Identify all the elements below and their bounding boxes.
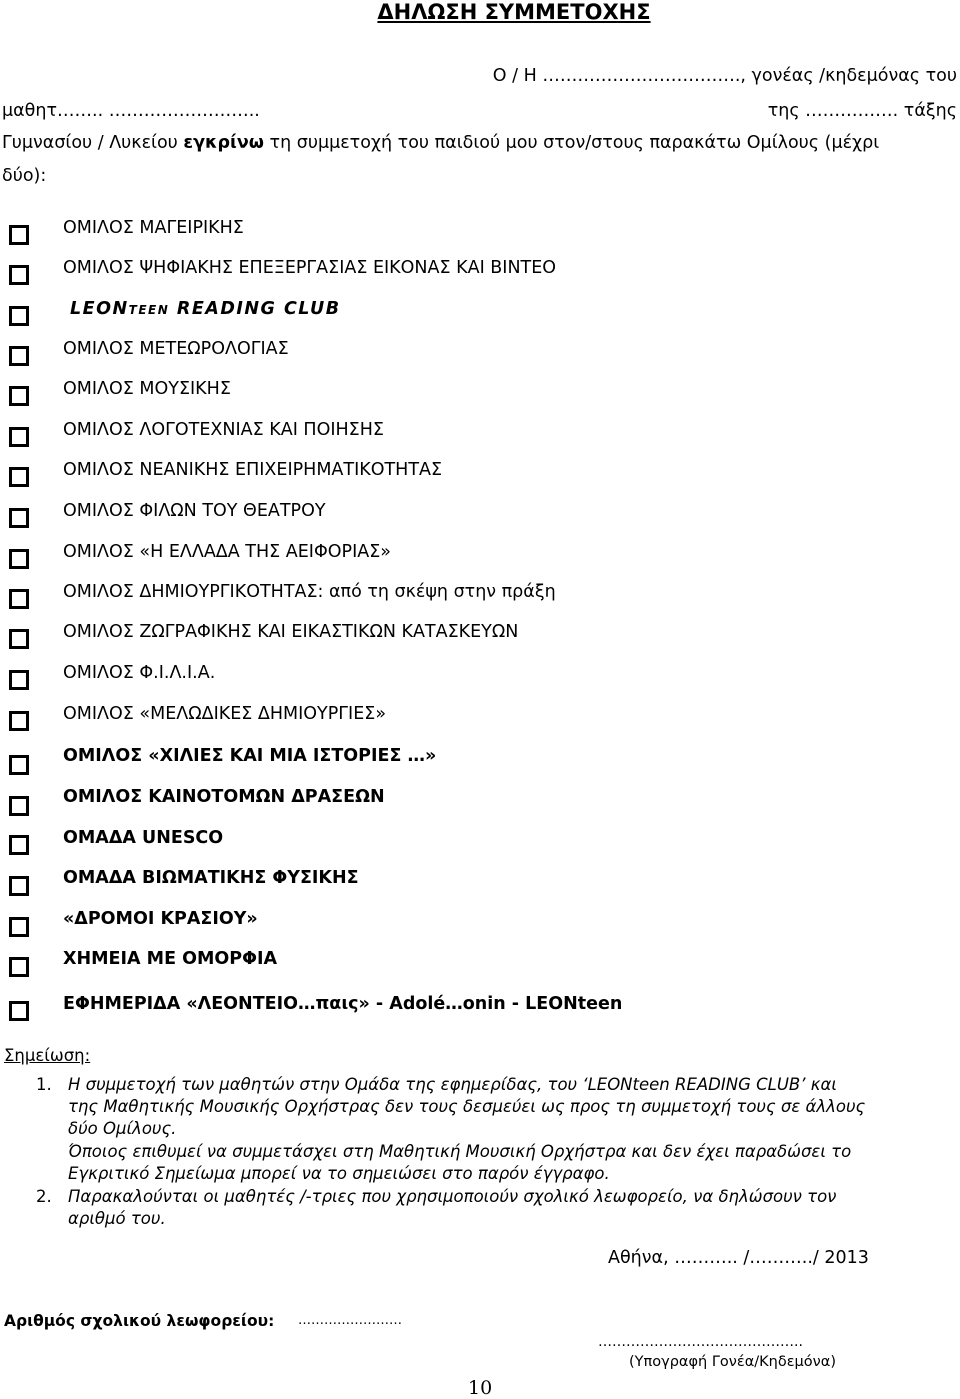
intro-line-1: Ο / Η ……………………………., γονέας /κηδεμόνας του [492,66,957,86]
checkbox[interactable] [9,670,29,690]
checkbox[interactable] [9,346,29,366]
note-2-number: 2. [36,1187,52,1206]
note-2-line-1: Παρακαλούνται οι μαθητές /-τριες που χρησιμοποιούν σχολικό λεωφορείο, να δηλώσουν τον [68,1187,837,1206]
document-title: ΔΗΛΩΣΗ ΣΥΜΜΕΤΟΧΗΣ [377,0,651,24]
note-1-number: 1. [36,1075,52,1094]
club-item [0,745,960,775]
checkbox[interactable] [9,755,29,775]
club-item [0,459,960,489]
club-item [0,621,960,651]
intro-approve-word: εγκρίνω [183,133,264,153]
club-item [0,338,960,368]
club-item [0,948,960,978]
club-label: ΟΜΑΔΑ ΒΙΩΜΑΤΙΚΗΣ ΦΥΣΙΚΗΣ [63,868,359,888]
checkbox[interactable] [9,427,29,447]
club-item [0,993,960,1023]
club-item [0,827,960,857]
club-item [0,257,960,287]
club-item [0,703,960,733]
signature-line[interactable]: …………………………………….. [598,1334,803,1350]
club-label: ΟΜΙΛΟΣ Φ.Ι.Λ.Ι.Α. [63,663,216,683]
club-label: ΟΜΙΛΟΣ ΝΕΑΝΙΚΗΣ ΕΠΙΧΕΙΡΗΜΑΤΙΚΟΤΗΤΑΣ [63,460,443,480]
club-label: ΟΜΙΛΟΣ ΛΟΓΟΤΕΧΝΙΑΣ ΚΑΙ ΠΟΙΗΣΗΣ [63,420,384,440]
note-2-line-2: αριθμό του. [68,1209,166,1228]
note-1-line-2: της Μαθητικής Μουσικής Ορχήστρας δεν τους δεσμεύει ως προς τη συμμετοχή τους σε άλλους [68,1097,866,1116]
club-label: ΧΗΜΕΙΑ ΜΕ ΟΜΟΡΦΙΑ [63,949,278,969]
intro-line-2-start: μαθητ…….. …………………….. [2,101,260,121]
club-item [0,908,960,938]
club-item [0,867,960,897]
intro-line-3 [2,128,957,158]
club-label: «ΔΡΟΜΟΙ ΚΡΑΣΙΟΥ» [63,909,258,929]
club-label: ΕΦΗΜΕΡΙΔΑ «ΛΕΟΝΤΕΙΟ…παις» - Adolé…onin - LEONteen [63,994,623,1014]
club-item [0,419,960,449]
intro-line-4: δύο): [2,166,47,186]
note-1-line-3: δύο Ομίλους. [68,1119,177,1138]
notes-heading: Σημείωση: [4,1046,91,1065]
checkbox[interactable] [9,467,29,487]
note-1-line-4: Όποιος επιθυμεί να συμμετάσχει στη Μαθητική Μουσική Ορχήστρα και δεν έχει παραδώσει το [68,1142,852,1161]
intro-line-2-end: της ……………. τάξης [767,101,957,121]
checkbox[interactable] [9,711,29,731]
club-label: LEONteen READING CLUB [70,299,341,319]
club-label: ΟΜΙΛΟΣ ΚΑΙΝΟΤΟΜΩΝ ΔΡΑΣΕΩΝ [63,787,385,807]
checkbox[interactable] [9,225,29,245]
signature-caption: (Υπογραφή Γονέα/Κηδεμόνα) [629,1354,836,1370]
note-1-line-5: Εγκριτικό Σημείωμα μπορεί να το σημειώσει στο παρόν έγγραφο. [68,1164,610,1183]
club-label: ΟΜΙΛΟΣ «Η ΕΛΛΑΔΑ ΤΗΣ ΑΕΙΦΟΡΙΑΣ» [63,542,391,562]
club-label: ΟΜΙΛΟΣ ΨΗΦΙΑΚΗΣ ΕΠΕΞΕΡΓΑΣΙΑΣ ΕΙΚΟΝΑΣ ΚΑΙ ΒΙΝΤΕΟ [63,258,557,278]
club-label: ΟΜΙΛΟΣ «ΧΙΛΙΕΣ ΚΑΙ ΜΙΑ ΙΣΤΟΡΙΕΣ …» [63,746,437,766]
checkbox[interactable] [9,549,29,569]
checkbox[interactable] [9,876,29,896]
club-label: ΟΜΙΛΟΣ ΦΙΛΩΝ ΤΟΥ ΘΕΑΤΡΟΥ [63,501,326,521]
intro-line-3-c: τη συμμετοχή του παιδιού μου στον/στους παρακάτω Ομίλους (μέχρι [269,133,880,153]
intro-line-2 [2,96,957,126]
club-item [0,541,960,571]
checkbox[interactable] [9,386,29,406]
club-item [0,378,960,408]
club-item [0,298,960,328]
date-line: Αθήνα, ……….. /………../ 2013 [608,1248,869,1268]
checkbox[interactable] [9,306,29,326]
checkbox[interactable] [9,265,29,285]
checkbox[interactable] [9,508,29,528]
club-label: ΟΜΙΛΟΣ ΖΩΓΡΑΦΙΚΗΣ ΚΑΙ ΕΙΚΑΣΤΙΚΩΝ ΚΑΤΑΣΚΕΥΩΝ [63,622,519,642]
bus-number-field[interactable]: …………………… [298,1313,402,1328]
page-number: 10 [468,1377,493,1399]
club-label: ΟΜΙΛΟΣ ΜΑΓΕΙΡΙΚΗΣ [63,218,244,238]
club-label: ΟΜΑΔΑ UNESCO [63,828,224,848]
club-label: ΟΜΙΛΟΣ «ΜΕΛΩΔΙΚΕΣ ΔΗΜΙΟΥΡΓΙΕΣ» [63,704,387,724]
note-1-line-1: Η συμμετοχή των μαθητών στην Ομάδα της εφημερίδας, του ‘LEONteen READING CLUB’ και [68,1075,837,1094]
club-item [0,662,960,692]
club-label: ΟΜΙΛΟΣ ΜΟΥΣΙΚΗΣ [63,379,231,399]
checkbox[interactable] [9,957,29,977]
club-item [0,581,960,611]
checkbox[interactable] [9,796,29,816]
intro-line-3-a: Γυμνασίου / Λυκείου [2,133,178,153]
checkbox[interactable] [9,629,29,649]
checkbox[interactable] [9,589,29,609]
checkbox[interactable] [9,1001,29,1021]
club-item [0,217,960,247]
checkbox[interactable] [9,917,29,937]
checkbox[interactable] [9,835,29,855]
club-item [0,786,960,816]
club-item [0,500,960,530]
club-label: ΟΜΙΛΟΣ ΜΕΤΕΩΡΟΛΟΓΙΑΣ [63,339,289,359]
bus-number-label: Αριθμός σχολικού λεωφορείου: [4,1312,275,1330]
club-label: ΟΜΙΛΟΣ ΔΗΜΙΟΥΡΓΙΚΟΤΗΤΑΣ: από τη σκέψη στην πράξη [63,582,556,602]
